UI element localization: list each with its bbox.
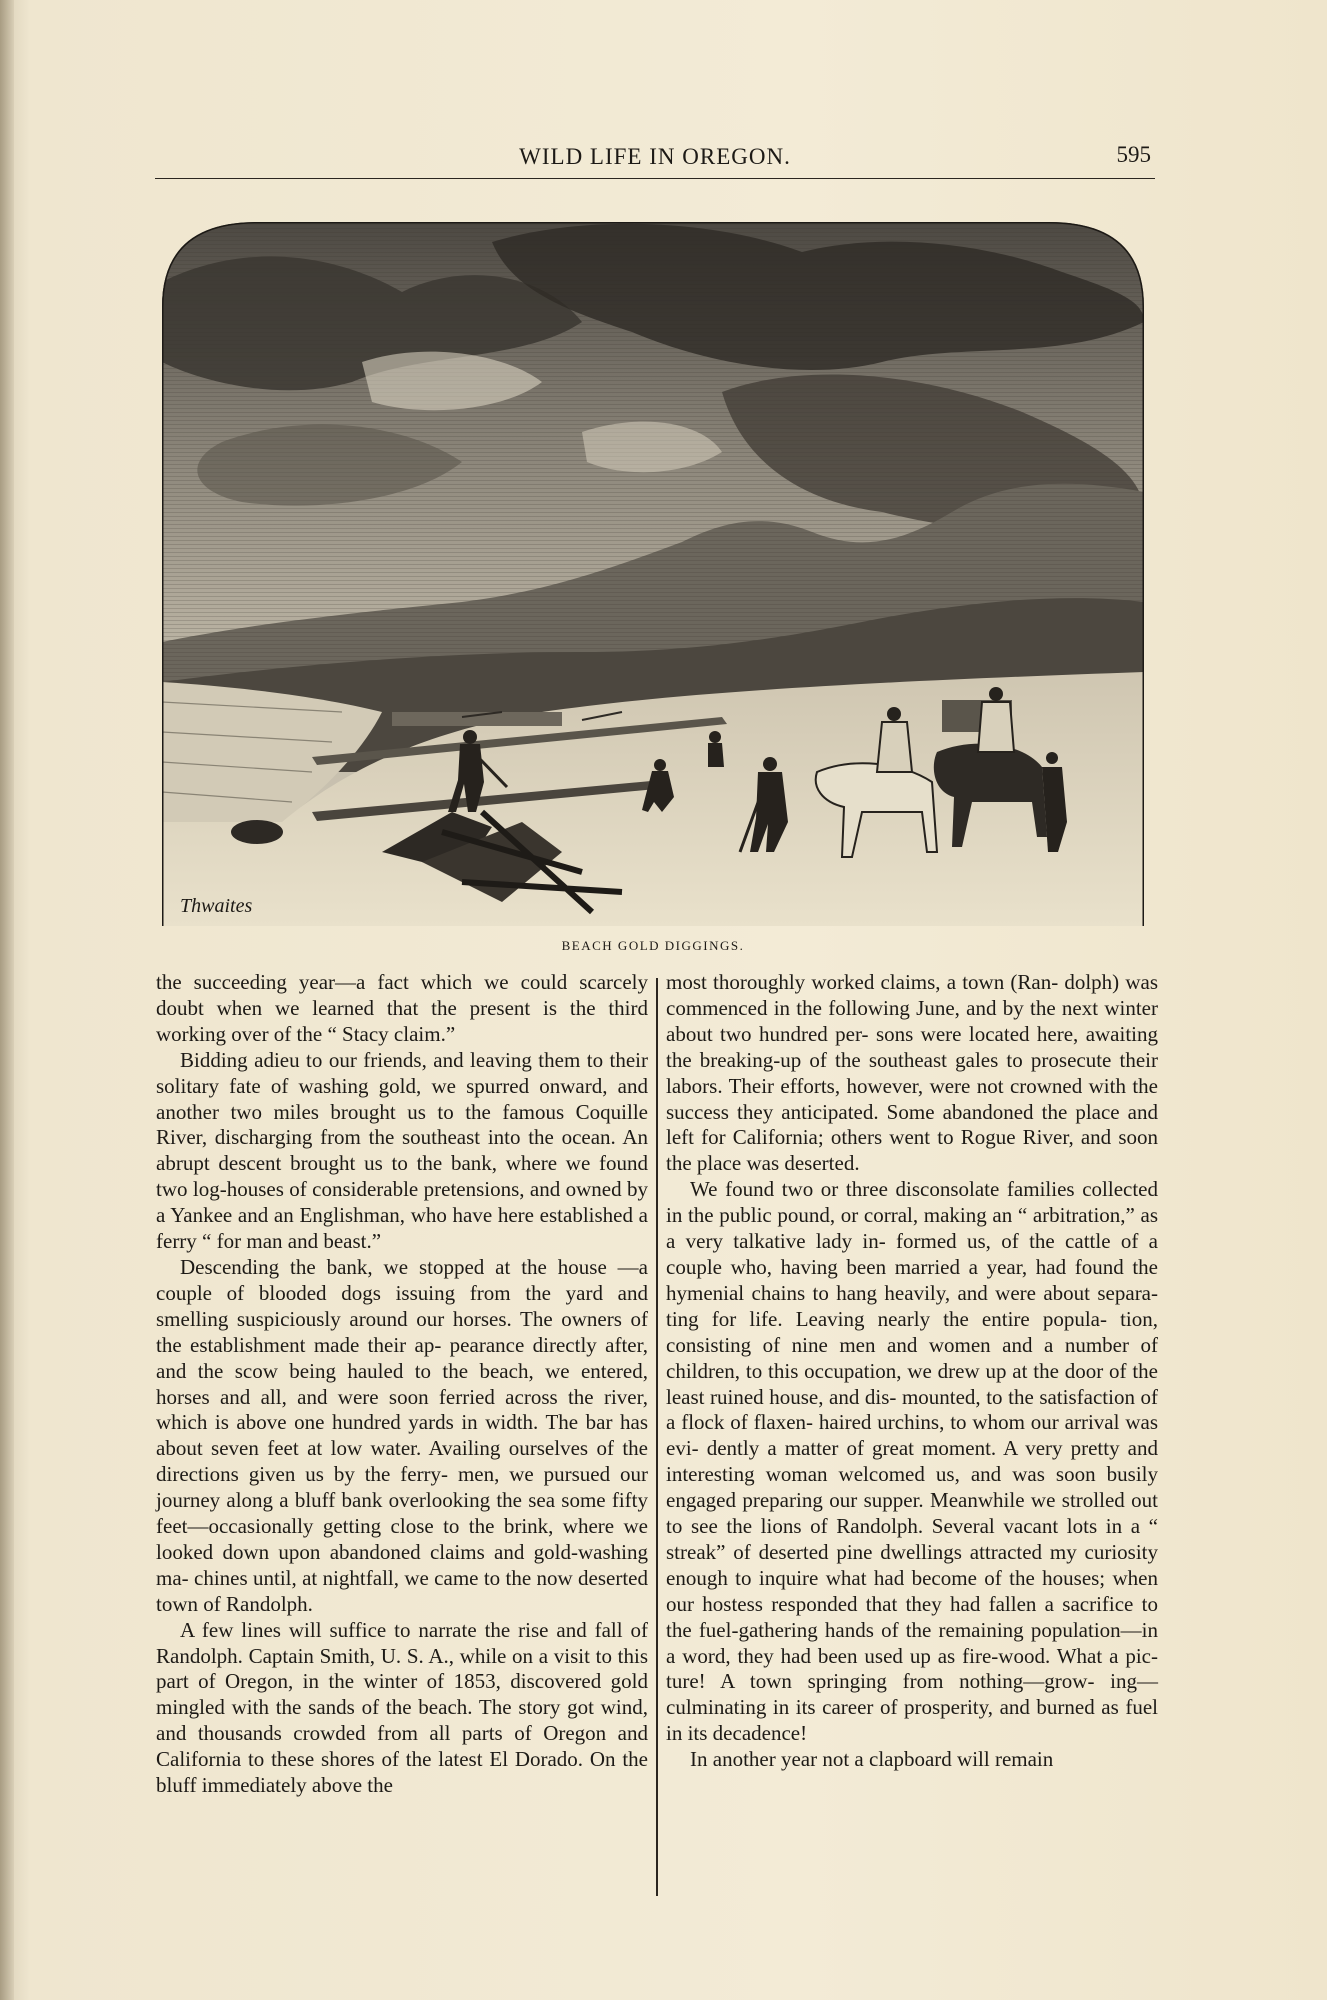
paragraph: In another year not a clapboard will remain	[690, 1747, 1054, 1772]
page-number: 595	[1116, 142, 1151, 167]
book-spine-shadow	[0, 0, 14, 2000]
paragraph: Descending the bank, we stopped at the house —a couple of blooded dogs issuing from the yard and smelling suspiciously around our horses. The owners of the establishment made their ap- pearance directly after, and the scow being hauled to the beach, we entered, horses and all, and were soon ferried across the river, which is above one hundred yards in width. The bar has about seven feet at low water. Availing ourselves of the directions given us by the ferry- men, we pursued our journey along a bluff bank overlooking the sea some fifty feet—occasionally getting close to the brink, where we looked down upon abandoned claims and gold-washing ma- chines until, at nightfall, we came to the now deserted town of Randolph.	[156, 1254, 648, 1616]
figure-caption: BEACH GOLD DIGGINGS.	[561, 938, 745, 953]
paragraph: A few lines will suffice to narrate the rise and fall of Randolph. Captain Smith, U. S. A., while on a visit to this part of Oregon, in the winter of 1853, discovered gold mingled with the sands of the beach. The story got wind, and thousands crowded from all parts of Oregon and California to these shores of the latest El Dorado. On the bluff immediately above the	[156, 1617, 648, 1798]
paragraph: We found two or three disconsolate families collected in the public pound, or corral, making an “ arbitration,” as a very talkative lady in- formed us, of the cattle of a couple who, having been married a year, had found the hymenial chains to hang heavily, and were about separa- ting for life. Leaving nearly the entire popula- tion, consisting of nine men and women and a number of children, to this occupation, we drew up at the door of the least ruined house, and dis- mounted, to the satisfaction of a flock of flaxen- haired urchins, to whom our arrival was evi- dently a matter of great moment. A very pretty and interesting woman welcomed us, and was soon busily engaged preparing our supper. Meanwhile we strolled out to see the lions of Randolph. Several vacant lots in a “ streak” of deserted pine dwellings attracted my curiosity enough to inquire what had become of the houses; when our hostess responded that they had fallen a sacrifice to the fuel-gathering hands of the remaining population—in a word, they had been used up as fire-wood. What a pic- ture! A town springing from nothing—grow- ing—culminating in its career of prosperity, and burned as fuel in its decadence!	[666, 1177, 1158, 1746]
running-header	[155, 138, 1155, 179]
left-text-column	[156, 970, 648, 1799]
engraving-scene	[162, 212, 1144, 926]
paragraph: most thoroughly worked claims, a town (Ran- dolph) was commenced in the following June, and by the next winter about two hundred per- sons were located here, awaiting the breaking-up of the southeast gales to prosecute their labors. Their efforts, however, were not crowned with the success they anticipated. Some abandoned the place and left for California; others went to Rogue River, and soon the place was deserted.	[666, 970, 1158, 1176]
paragraph: the succeeding year—a fact which we could scarcely doubt when we learned that the present is the third working over of the “ Stacy claim.”	[156, 970, 648, 1046]
running-title: WILD LIFE IN OREGON.	[519, 144, 791, 169]
engraver-signature: Thwaites	[180, 895, 253, 917]
right-text-column	[666, 970, 1158, 1773]
engraving-beach-gold-diggings	[162, 212, 1144, 926]
paragraph: Bidding adieu to our friends, and leaving them to their solitary fate of washing gold, we spurred onward, and another two miles brought us to the famous Coquille River, discharging from the southeast into the ocean. An abrupt descent brought us to the bank, where we found two log-houses of considerable pretensions, and owned by a Yankee and an Englishman, who have here established a ferry “ for man and beast.”	[156, 1047, 648, 1254]
column-divider	[656, 978, 658, 1896]
